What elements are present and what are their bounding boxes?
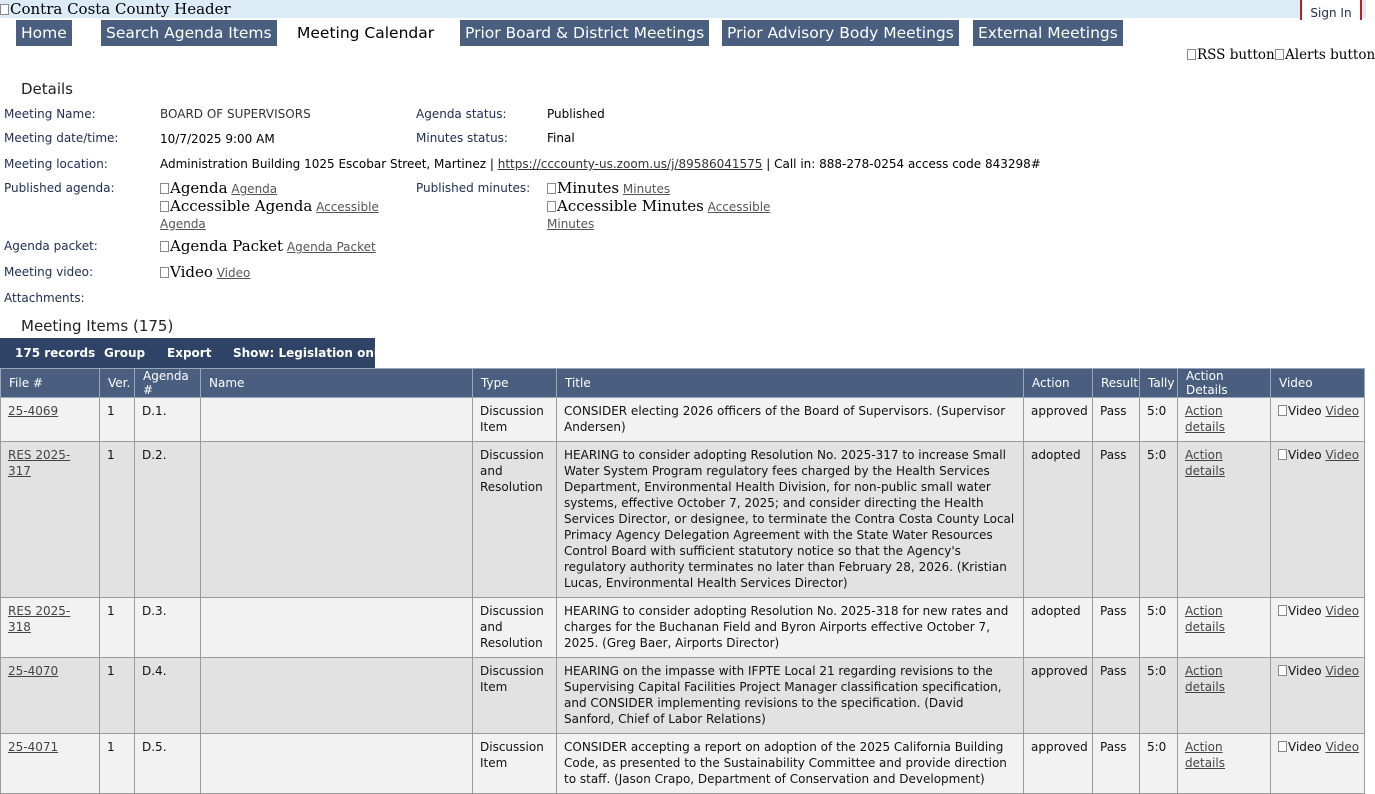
accessible-agenda-link[interactable]: Accessible [316,200,379,214]
accessible-minutes-link-cont[interactable]: Minutes [547,217,595,231]
meeting-location-value: Administration Building 1025 Escobar Street, Martinez | https://cccounty-us.zoom.us/j/89586041575 | Call in: 888-278-0254 access code 843298# [160,157,1041,171]
col-file[interactable]: File # [1,369,100,398]
title-cell: CONSIDER electing 2026 officers of the Board of Supervisors. (Supervisor Andersen) [557,398,1024,442]
details-heading: Details [21,80,74,98]
agenda-cell: D.4. [135,658,201,734]
agenda-cell: D.1. [135,398,201,442]
action-cell: approved [1024,398,1093,442]
type-cell: Discussion Item [473,398,557,442]
accessible-agenda-link-cont[interactable]: Agenda [160,217,206,231]
col-ver[interactable]: Ver. [100,369,135,398]
nav-prior-board-meetings[interactable]: Prior Board & District Meetings [460,20,709,46]
published-minutes-links: Minutes Minutes Accessible Minutes Accessible Minutes [547,179,771,231]
title-cell: CONSIDER accepting a report on adoption of the 2025 California Building Code, as presented to the Sustainability Committee and provide direction to staff. (Jason Crapo, Department of Conservation and Development) [557,734,1024,794]
meeting-location-label: Meeting location: [4,157,108,171]
broken-image-icon [160,267,169,278]
name-cell [201,734,473,794]
action-cell: adopted [1024,442,1093,598]
group-button[interactable]: Group [104,346,146,360]
broken-image-icon [160,201,169,212]
title-cell: HEARING to consider adopting Resolution No. 2025-317 to increase Small Water System Program regulatory fees charged by the Health Services Department, Environmental Health Division, for non-public small water systems, effective October 7, 2025; and consider directing the Health Services Director, or designee, to terminate the Contra Costa County Local Primacy Agency Delegation Agreement with the State Water Resources Control Board with sufficient statutory notice so that the Agency's regulatory authority terminates no later than February 28, 2026. (Kristian Lucas, Environmental Health Services Director) [557,442,1024,598]
col-name[interactable]: Name [201,369,473,398]
records-count: 175 records [15,346,96,360]
agenda-packet-links: Agenda Packet Agenda Packet [160,238,376,256]
broken-image-icon [160,183,169,194]
attachments-label: Attachments: [4,291,85,305]
table-header-row [1,369,1365,398]
nav-external-meetings[interactable]: External Meetings [973,20,1123,46]
agenda-packet-label: Agenda packet: [4,239,98,253]
action-cell: approved [1024,734,1093,794]
file-link[interactable]: RES 2025-318 [8,604,71,634]
video-link[interactable]: Video [1325,404,1360,418]
table-row: 25-4070 1 D.4. Discussion Item HEARING on the impasse with IFPTE Local 21 regarding revisions to the Supervising Capital Facilities Project Manager classification specification, and CONSIDER implementing revisions to the specification. (David Sanford, Chief of Labor Relations) approved Pass 5:0 Action details Video Video [1,658,1365,734]
agenda-status-value: Published [547,107,605,121]
tally-cell: 5:0 [1140,734,1178,794]
col-action-details[interactable]: Action Details [1178,369,1271,398]
col-agenda[interactable]: Agenda # [135,369,201,398]
action-details-link[interactable]: Action details [1185,448,1225,478]
meeting-datetime-value: 10/7/2025 9:00 AM [160,132,275,146]
type-cell: Discussion Item [473,658,557,734]
title-cell: HEARING on the impasse with IFPTE Local 21 regarding revisions to the Supervising Capital Facilities Project Manager classification specification, and CONSIDER implementing revisions to the specification. (David Sanford, Chief of Labor Relations) [557,658,1024,734]
meeting-video-links: Video Video [160,264,250,282]
name-cell [201,598,473,658]
name-cell [201,442,473,598]
agenda-cell: D.5. [135,734,201,794]
show-filter-button[interactable]: Show: Legislation only [233,346,386,360]
file-link[interactable]: 25-4071 [8,740,59,754]
agenda-cell: D.3. [135,598,201,658]
name-cell [201,658,473,734]
col-type[interactable]: Type [473,369,557,398]
video-link[interactable]: Video [1325,604,1360,618]
table-row: RES 2025-317 1 D.2. Discussion and Resolution HEARING to consider adopting Resolution No. 2025-317 to increase Small Water System Program regulatory fees charged by the Health Services Department, Environmental Health Division, for non-public small water systems, effective October 7, 2025; and consider directing the Health Services Director, or designee, to terminate the Contra Costa County Local Primacy Agency Delegation Agreement with the State Water Resources Control Board with sufficient statutory notice so that the Agency's regulatory authority terminates no later than February 28, 2026. (Kristian Lucas, Environmental Health Services Director) adopted Pass 5:0 Action details Video Video [1,442,1365,598]
meeting-datetime-label: Meeting date/time: [4,131,119,145]
nav-home[interactable]: Home [16,20,72,46]
type-cell: Discussion and Resolution [473,598,557,658]
broken-image-icon [1187,49,1196,60]
ver-cell: 1 [100,598,135,658]
tally-cell: 5:0 [1140,598,1178,658]
minutes-status-label: Minutes status: [416,131,508,145]
broken-image-icon [1275,49,1284,60]
video-link[interactable]: Video [1325,740,1360,754]
action-details-link[interactable]: Action details [1185,664,1225,694]
agenda-packet-link[interactable]: Agenda Packet [286,240,376,254]
minutes-link[interactable]: Minutes [622,182,671,196]
action-details-link[interactable]: Action details [1185,604,1225,634]
published-agenda-label: Published agenda: [4,181,115,195]
action-cell: adopted [1024,598,1093,658]
ver-cell: 1 [100,734,135,794]
zoom-link[interactable]: https://cccounty-us.zoom.us/j/89586041575 [497,157,763,171]
agenda-link[interactable]: Agenda [231,182,278,196]
action-details-link[interactable]: Action details [1185,740,1225,770]
broken-image-icon [1278,741,1287,752]
result-cell: Pass [1093,598,1140,658]
name-cell [201,398,473,442]
nav-search-agenda-items[interactable]: Search Agenda Items [101,20,277,46]
broken-image-icon [1278,449,1287,460]
ver-cell: 1 [100,398,135,442]
sign-in-link[interactable]: Sign In [1300,0,1362,20]
meeting-name-label: Meeting Name: [4,107,96,121]
minutes-status-value: Final [547,131,575,145]
result-cell: Pass [1093,658,1140,734]
table-row: 25-4071 1 D.5. Discussion Item CONSIDER accepting a report on adoption of the 2025 California Building Code, as presented to the Sustainability Committee and provide direction to staff. (Jason Crapo, Department of Conservation and Development) approved Pass 5:0 Action details Video Video [1,734,1365,794]
result-cell: Pass [1093,398,1140,442]
nav-meeting-calendar[interactable]: Meeting Calendar [297,24,435,42]
ver-cell: 1 [100,442,135,598]
broken-image-icon [160,241,169,252]
rss-button[interactable]: RSS button [1187,47,1275,63]
col-title[interactable]: Title [557,369,1024,398]
meeting-video-label: Meeting video: [4,265,94,279]
tally-cell: 5:0 [1140,398,1178,442]
type-cell: Discussion and Resolution [473,442,557,598]
result-cell: Pass [1093,734,1140,794]
file-link[interactable]: 25-4069 [8,404,59,418]
county-header-image: Contra Costa County Header [0,0,231,18]
col-tally[interactable]: Tally [1140,369,1178,398]
tally-cell: 5:0 [1140,442,1178,598]
broken-image-icon [1278,605,1287,616]
table-row: RES 2025-318 1 D.3. Discussion and Resolution HEARING to consider adopting Resolution No. 2025-318 for new rates and charges for the Buchanan Field and Byron Airports effective October 7, 2025. (Greg Baer, Airports Director) adopted Pass 5:0 Action details Video Video [1,598,1365,658]
meeting-items-heading: Meeting Items (175) [21,317,174,335]
result-cell: Pass [1093,442,1140,598]
meeting-name-value: BOARD OF SUPERVISORS [160,107,311,121]
video-link[interactable]: Video [1325,664,1360,678]
title-cell: HEARING to consider adopting Resolution No. 2025-318 for new rates and charges for the Buchanan Field and Byron Airports effective October 7, 2025. (Greg Baer, Airports Director) [557,598,1024,658]
broken-image-icon [547,183,556,194]
video-link[interactable]: Video [1325,448,1360,462]
action-cell: approved [1024,658,1093,734]
ver-cell: 1 [100,658,135,734]
published-agenda-links: Agenda Agenda Accessible Agenda Accessible Agenda [160,179,379,231]
site-header [0,0,1366,18]
agenda-status-label: Agenda status: [416,107,507,121]
meeting-items-table [0,368,1365,794]
action-details-link[interactable]: Action details [1185,404,1225,434]
tally-cell: 5:0 [1140,658,1178,734]
export-button[interactable]: Export [167,346,212,360]
broken-image-icon [1278,665,1287,676]
type-cell: Discussion Item [473,734,557,794]
file-link[interactable]: 25-4070 [8,664,59,678]
col-video[interactable]: Video [1271,369,1365,398]
nav-prior-advisory-meetings[interactable]: Prior Advisory Body Meetings [722,20,959,46]
col-action[interactable]: Action [1024,369,1093,398]
published-minutes-label: Published minutes: [416,181,531,195]
grid-toolbar [0,338,386,368]
meeting-video-link[interactable]: Video [216,266,251,280]
accessible-minutes-link[interactable]: Accessible [707,200,771,214]
table-row: 25-4069 1 D.1. Discussion Item CONSIDER electing 2026 officers of the Board of Supervisors. (Supervisor Andersen) approved Pass 5:0 Action details Video Video [1,398,1365,442]
agenda-cell: D.2. [135,442,201,598]
file-link[interactable]: RES 2025-317 [8,448,71,478]
broken-image-icon [547,201,556,212]
meeting-items-grid [0,368,1366,794]
broken-image-icon [0,4,9,15]
col-result[interactable]: Result [1093,369,1140,398]
alerts-button[interactable]: Alerts button [1275,47,1375,63]
broken-image-icon [1278,405,1287,416]
